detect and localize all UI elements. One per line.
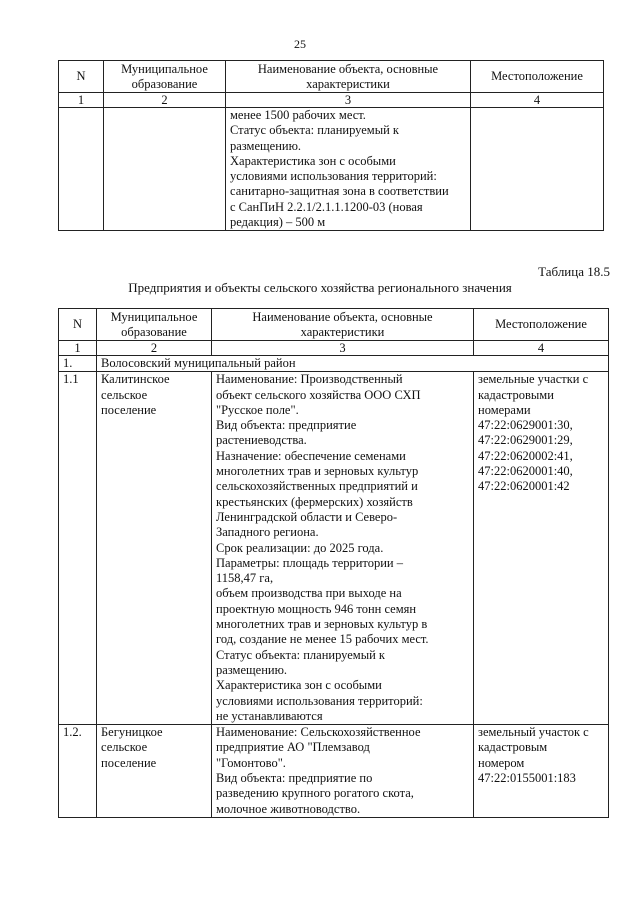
row-n: 1.1 bbox=[59, 372, 97, 725]
table-row bbox=[59, 372, 609, 725]
index-cell: 4 bbox=[474, 341, 609, 356]
section-title: Волосовский муниципальный район bbox=[97, 356, 609, 372]
table-continuation bbox=[58, 60, 604, 231]
table-header-row bbox=[59, 61, 604, 93]
index-cell: 3 bbox=[226, 93, 471, 108]
row-n bbox=[59, 108, 104, 231]
header-municipality: Муниципальное образование bbox=[97, 309, 212, 341]
index-cell: 2 bbox=[97, 341, 212, 356]
page-number: 25 bbox=[294, 37, 306, 51]
header-n: N bbox=[59, 61, 104, 93]
table-title: Предприятия и объекты сельского хозяйства регионального значения bbox=[128, 280, 512, 295]
index-cell: 1 bbox=[59, 93, 104, 108]
row-municipality: Калитинское сельское поселение bbox=[97, 372, 212, 725]
header-name: Наименование объекта, основные характеристики bbox=[226, 61, 471, 93]
row-location bbox=[471, 108, 604, 231]
row-location: земельный участок с кадастровым номером 47:22:0155001:183 bbox=[474, 725, 609, 818]
header-location: Местоположение bbox=[474, 309, 609, 341]
index-cell: 2 bbox=[104, 93, 226, 108]
table-number: Таблица 18.5 bbox=[538, 264, 610, 279]
row-description: Наименование: Сельскохозяйственное предприятие АО "Племзавод "Гомонтово". Вид объекта: предприятие по разведению крупного рогатого скота, молочное животноводство. bbox=[212, 725, 474, 818]
row-municipality: Бегуницкое сельское поселение bbox=[97, 725, 212, 818]
section-n: 1. bbox=[59, 356, 97, 372]
table-agriculture bbox=[58, 308, 609, 818]
section-row bbox=[59, 356, 609, 372]
row-location: земельные участки с кадастровыми номерами 47:22:0629001:30, 47:22:0629001:29, 47:22:0620002:41, 47:22:0620001:40, 47:22:0620001:42 bbox=[474, 372, 609, 725]
row-n: 1.2. bbox=[59, 725, 97, 818]
index-row bbox=[59, 341, 609, 356]
header-location: Местоположение bbox=[471, 61, 604, 93]
table-row bbox=[59, 108, 604, 231]
index-row bbox=[59, 93, 604, 108]
index-cell: 4 bbox=[471, 93, 604, 108]
row-description: менее 1500 рабочих мест. Статус объекта: планируемый к размещению. Характеристика зон с особыми условиями использования территорий: санитарно-защитная зона в соответствии с СанПиН 2.2.1/2.1.1.1200-03 (новая редакция) – 500 м bbox=[226, 108, 471, 231]
index-cell: 3 bbox=[212, 341, 474, 356]
header-n: N bbox=[59, 309, 97, 341]
row-description: Наименование: Производственный объект сельского хозяйства ООО СХП "Русское поле". Вид объекта: предприятие растениеводства. Назначение: обеспечение семенами многолетних трав и зерновых культур сельскохозяйственных предприятий и крестьянских (фермерских) хозяйств Ленинградской области и Северо- Западного региона. Срок реализации: до 2025 года. Параметры: площадь территории – 1158,47 га, объем производства при выходе на проектную мощность 946 тонн семян многолетних трав и зерновых культур в год, создание не менее 15 рабочих мест. Статус объекта: планируемый к размещению. Характеристика зон с особыми условиями использования территорий: не устанавливаются bbox=[212, 372, 474, 725]
table-row bbox=[59, 725, 609, 818]
index-cell: 1 bbox=[59, 341, 97, 356]
header-name: Наименование объекта, основные характеристики bbox=[212, 309, 474, 341]
header-municipality: Муниципальное образование bbox=[104, 61, 226, 93]
table-header-row bbox=[59, 309, 609, 341]
row-municipality bbox=[104, 108, 226, 231]
